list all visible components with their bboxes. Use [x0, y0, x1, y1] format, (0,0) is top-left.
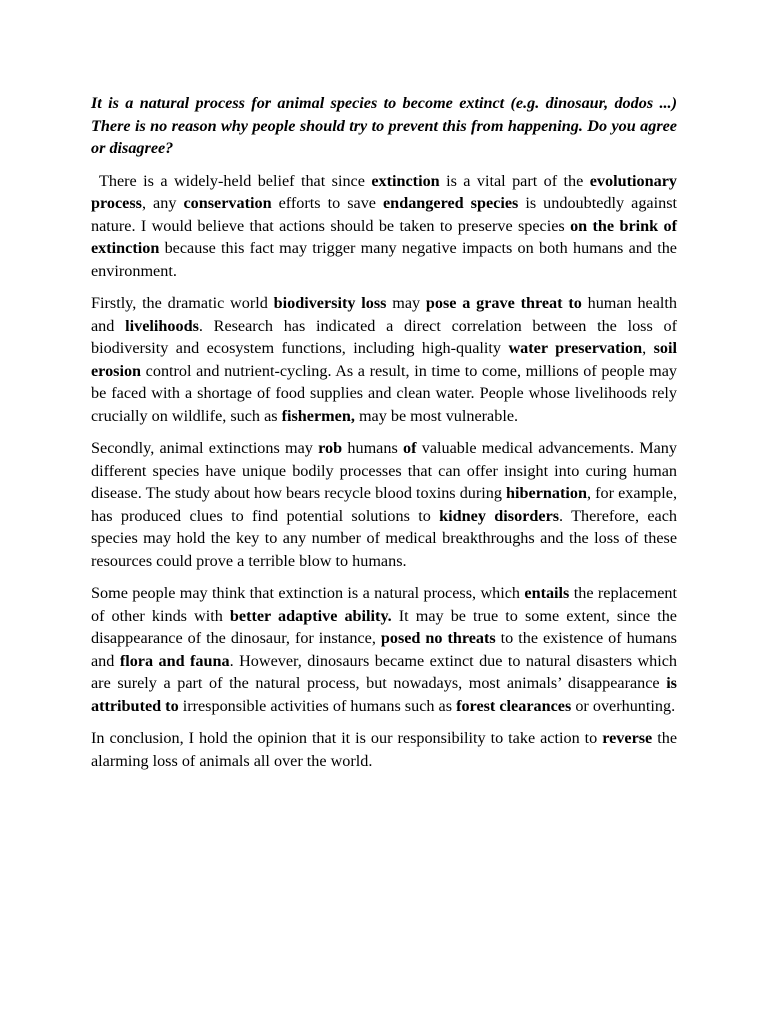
text-segment: Firstly, the dramatic world	[91, 294, 274, 312]
bold-term: is attributed to	[91, 674, 677, 715]
bold-term: posed no threats	[380, 629, 496, 647]
text-segment: because this fact may trigger many negative impacts on both humans and the environment.	[91, 239, 677, 280]
bold-term: reverse	[602, 729, 653, 747]
text-segment: . However, dinosaurs became extinct due to natural disasters which are surely a part of the natural process, but nowadays, most animals’ disappearance	[91, 651, 677, 692]
bold-term: kidney disorders	[439, 506, 560, 525]
text-segment: Some people may think that extinction is a natural process, which	[91, 584, 525, 602]
text-segment: Secondly, animal extinctions may	[91, 439, 319, 457]
text-segment: In conclusion, I hold the opinion that it is our responsibility to take action to	[91, 729, 603, 747]
essay-document	[91, 92, 677, 782]
text-segment: valuable medical advancements. Many different species have unique bodily processes that can offer insight into curing human disease. The study about how bears recycle blood toxins during	[91, 439, 677, 502]
bold-term: pose a grave threat to	[425, 294, 582, 312]
bold-term: entails	[524, 584, 570, 602]
bold-term: endangered species	[383, 194, 519, 212]
text-segment: efforts to save	[271, 194, 383, 212]
bold-term: on the brink of extinction	[91, 216, 677, 257]
text-segment: There is a widely-held belief that since	[99, 171, 372, 190]
text-segment: the alarming loss of animals all over the world.	[91, 729, 678, 770]
text-segment: humans	[342, 439, 403, 457]
text-segment: may	[386, 294, 426, 312]
text-segment: It may be true to some extent, since the disappearance of the dinosaur, for instance,	[91, 606, 677, 647]
bold-term: forest clearances	[456, 696, 572, 715]
bold-term: better adaptive ability.	[229, 606, 392, 625]
counterargument-paragraph	[91, 582, 677, 717]
bold-term: biodiversity loss	[273, 294, 387, 312]
bold-term: rob	[318, 439, 343, 457]
bold-term: extinction	[371, 171, 440, 190]
intro-paragraph	[91, 170, 677, 283]
bold-term: livelihoods	[125, 316, 199, 335]
bold-term: conservation	[183, 194, 272, 212]
text-segment: , for example, has produced clues to find potential solutions to	[91, 484, 677, 525]
text-segment: human health and	[91, 294, 678, 335]
bold-term: soil erosion	[91, 339, 678, 380]
bold-term: of	[403, 439, 417, 457]
body-paragraph-2	[91, 437, 677, 572]
text-segment: irresponsible activities of humans such as	[178, 696, 457, 715]
text-segment: . Research has indicated a direct correlation between the loss of biodiversity and ecosystem functions, including high-quality	[91, 316, 677, 357]
text-segment: control and nutrient-cycling. As a result, in time to come, millions of people may be faced with a shortage of food supplies and clean water. People whose livelihoods rely crucially on wildlife, such as	[91, 361, 677, 425]
text-segment: is undoubtedly against nature. I would believe that actions should be taken to preserve species	[91, 194, 677, 235]
text-segment: , any	[141, 194, 184, 212]
text-segment: is a vital part of the	[439, 171, 590, 190]
text-segment: . Therefore, each species may hold the key to any number of medical breakthroughs and the loss of these resources could prove a terrible blow to humans.	[91, 506, 677, 570]
conclusion-paragraph	[91, 727, 677, 772]
bold-term: fishermen,	[281, 406, 355, 425]
text-segment: ,	[642, 339, 654, 357]
text-segment: to the existence of humans and	[91, 629, 677, 670]
essay-body	[91, 170, 677, 773]
text-segment: may be most vulnerable.	[354, 406, 519, 425]
bold-term: flora and fauna	[119, 651, 230, 670]
bold-term: hibernation	[506, 484, 588, 502]
text-segment: the replacement of other kinds with	[91, 584, 677, 625]
essay-prompt: It is a natural process for animal species to become extinct (e.g. dinosaur, dodos ...) There is no reason why people should try to prevent this from happening. Do you agree or disagree?	[91, 94, 677, 157]
text-segment: or overhunting.	[571, 696, 676, 715]
bold-term: water preservation	[508, 339, 643, 357]
bold-term: evolutionary process	[91, 171, 677, 212]
body-paragraph-1	[91, 292, 677, 427]
